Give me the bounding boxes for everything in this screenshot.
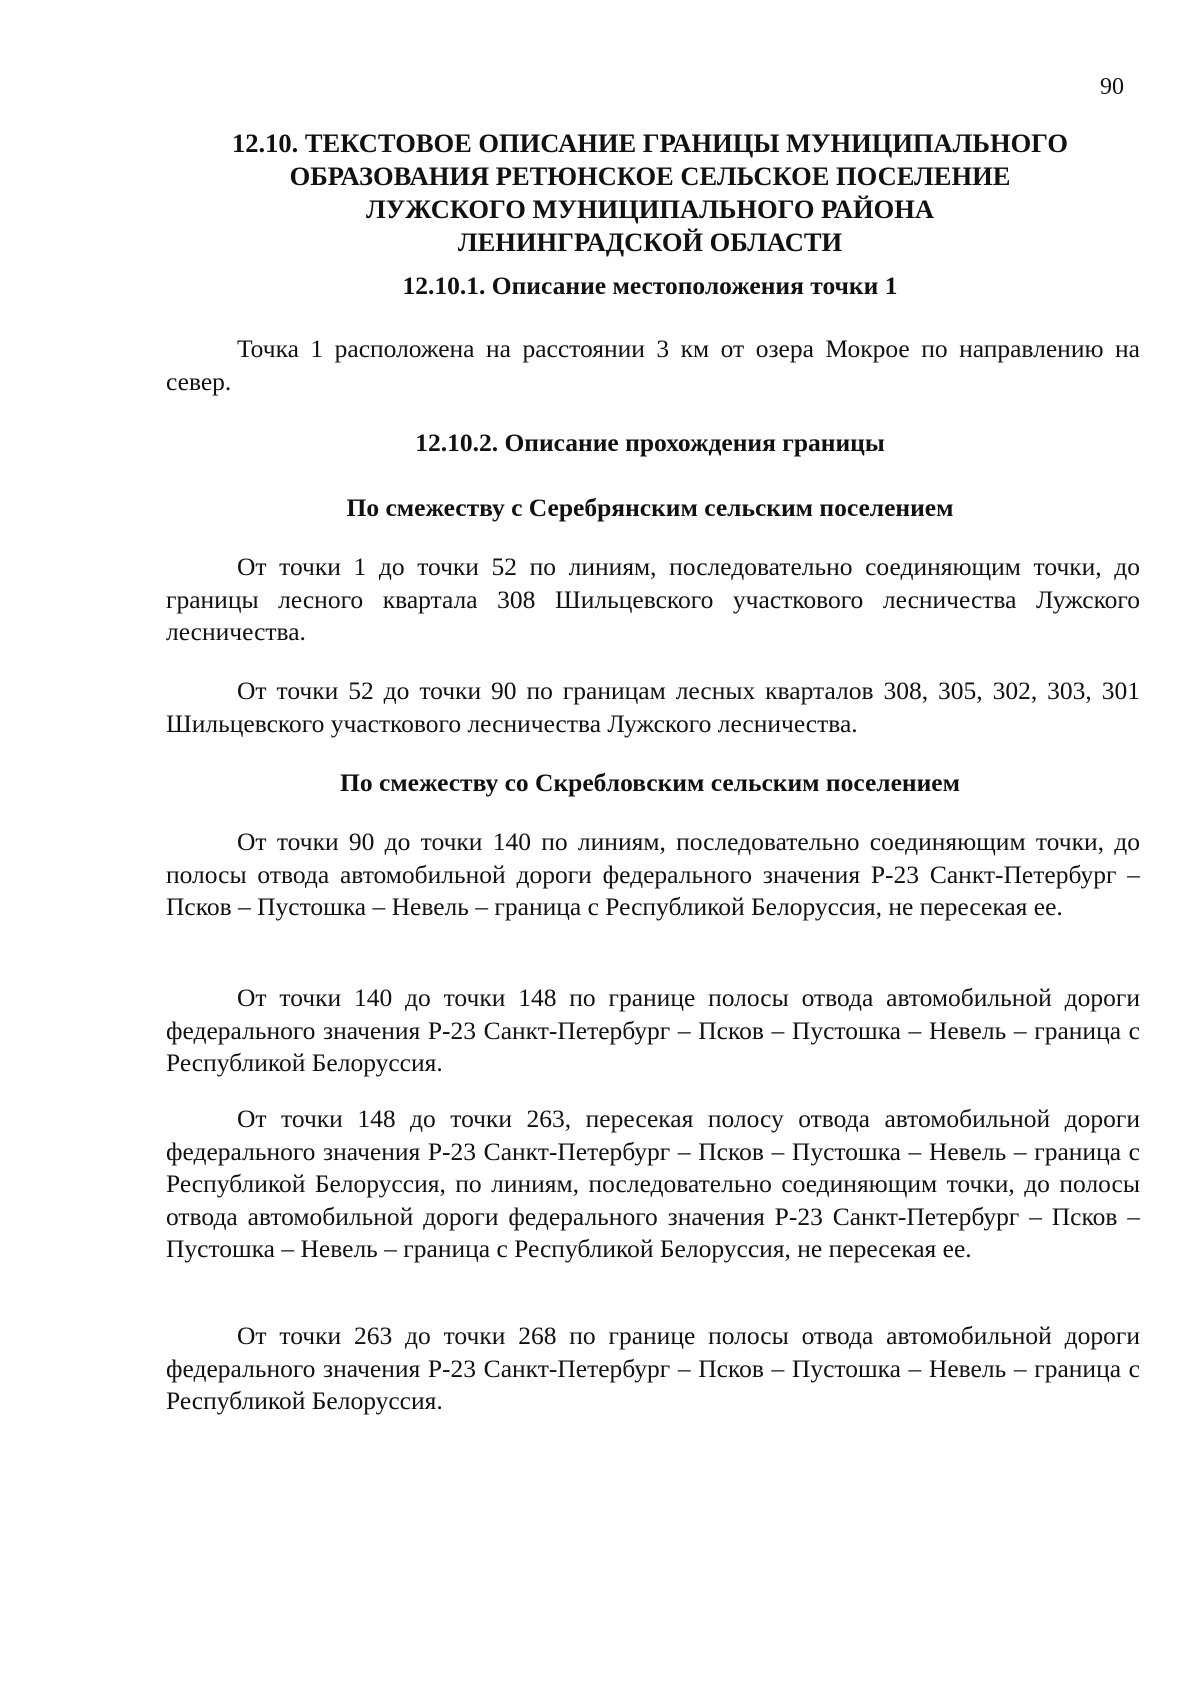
title-line: ЛУЖСКОГО МУНИЦИПАЛЬНОГО РАЙОНА — [366, 194, 934, 224]
title-line: 12.10. ТЕКСТОВОЕ ОПИСАНИЕ ГРАНИЦЫ МУНИЦИПАЛЬНОГО — [231, 128, 1068, 158]
subsection-heading-skreblovskoe: По смежеству со Скребловским сельским поселением — [339, 768, 960, 797]
paragraph-boundary-4: От точки 140 до точки 148 по границе полосы отвода автомобильной дороги федерального значения Р-23 Санкт-Петербург – Псков – Пустошка – Невель – граница с Республикой Белоруссия. — [166, 983, 1140, 1077]
paragraph-boundary-3: От точки 90 до точки 140 по линиям, последовательно соединяющим точки, до полосы отвода автомобильной дороги федерального значения Р-23 Санкт-Петербург – Псков – Пустошка – Невель – граница с Республикой Белоруссия, не пересекая ее. — [166, 827, 1140, 921]
title-line: ЛЕНИНГРАДСКОЙ ОБЛАСТИ — [457, 227, 843, 257]
title-line: ОБРАЗОВАНИЯ РЕТЮНСКОЕ СЕЛЬСКОЕ ПОСЕЛЕНИЕ — [289, 161, 1011, 191]
document-title — [150, 127, 1150, 259]
section-heading-boundary: 12.10.2. Описание прохождения границы — [415, 428, 885, 457]
paragraph-boundary-6: От точки 263 до точки 268 по границе полосы отвода автомобильной дороги федерального значения Р-23 Санкт-Петербург – Псков – Пустошка – Невель – граница с Республикой Белоруссия. — [166, 1321, 1140, 1415]
subsection-heading-serebryanskoe: По смежеству с Серебрянским сельским поселением — [346, 493, 954, 522]
paragraph-boundary-1: От точки 1 до точки 52 по линиям, последовательно соединяющим точки, до границы лесного квартала 308 Шильцевского участкового лесничества Лужского лесничества. — [166, 552, 1140, 646]
paragraph-boundary-2: От точки 52 до точки 90 по границам лесных кварталов 308, 305, 302, 303, 301 Шильцевского участкового лесничества Лужского лесничества. — [166, 676, 1140, 738]
paragraph-point-location: Точка 1 расположена на расстоянии 3 км от озера Мокрое по направлению на север. — [166, 334, 1140, 396]
paragraph-boundary-5: От точки 148 до точки 263, пересекая полосу отвода автомобильной дороги федерального значения Р-23 Санкт-Петербург – Псков – Пустошка – Невель – граница с Республикой Белоруссия, по линиям, последовательно соединяющим точки, до полосы отвода автомобильной дороги федерального значения Р-23 Санкт-Петербург – Псков – Пустошка – Невель – граница с Республикой Белоруссия, не пересекая ее. — [166, 1104, 1140, 1263]
section-heading-location: 12.10.1. Описание местоположения точки 1 — [402, 271, 898, 300]
page-number: 90 — [1100, 74, 1124, 100]
